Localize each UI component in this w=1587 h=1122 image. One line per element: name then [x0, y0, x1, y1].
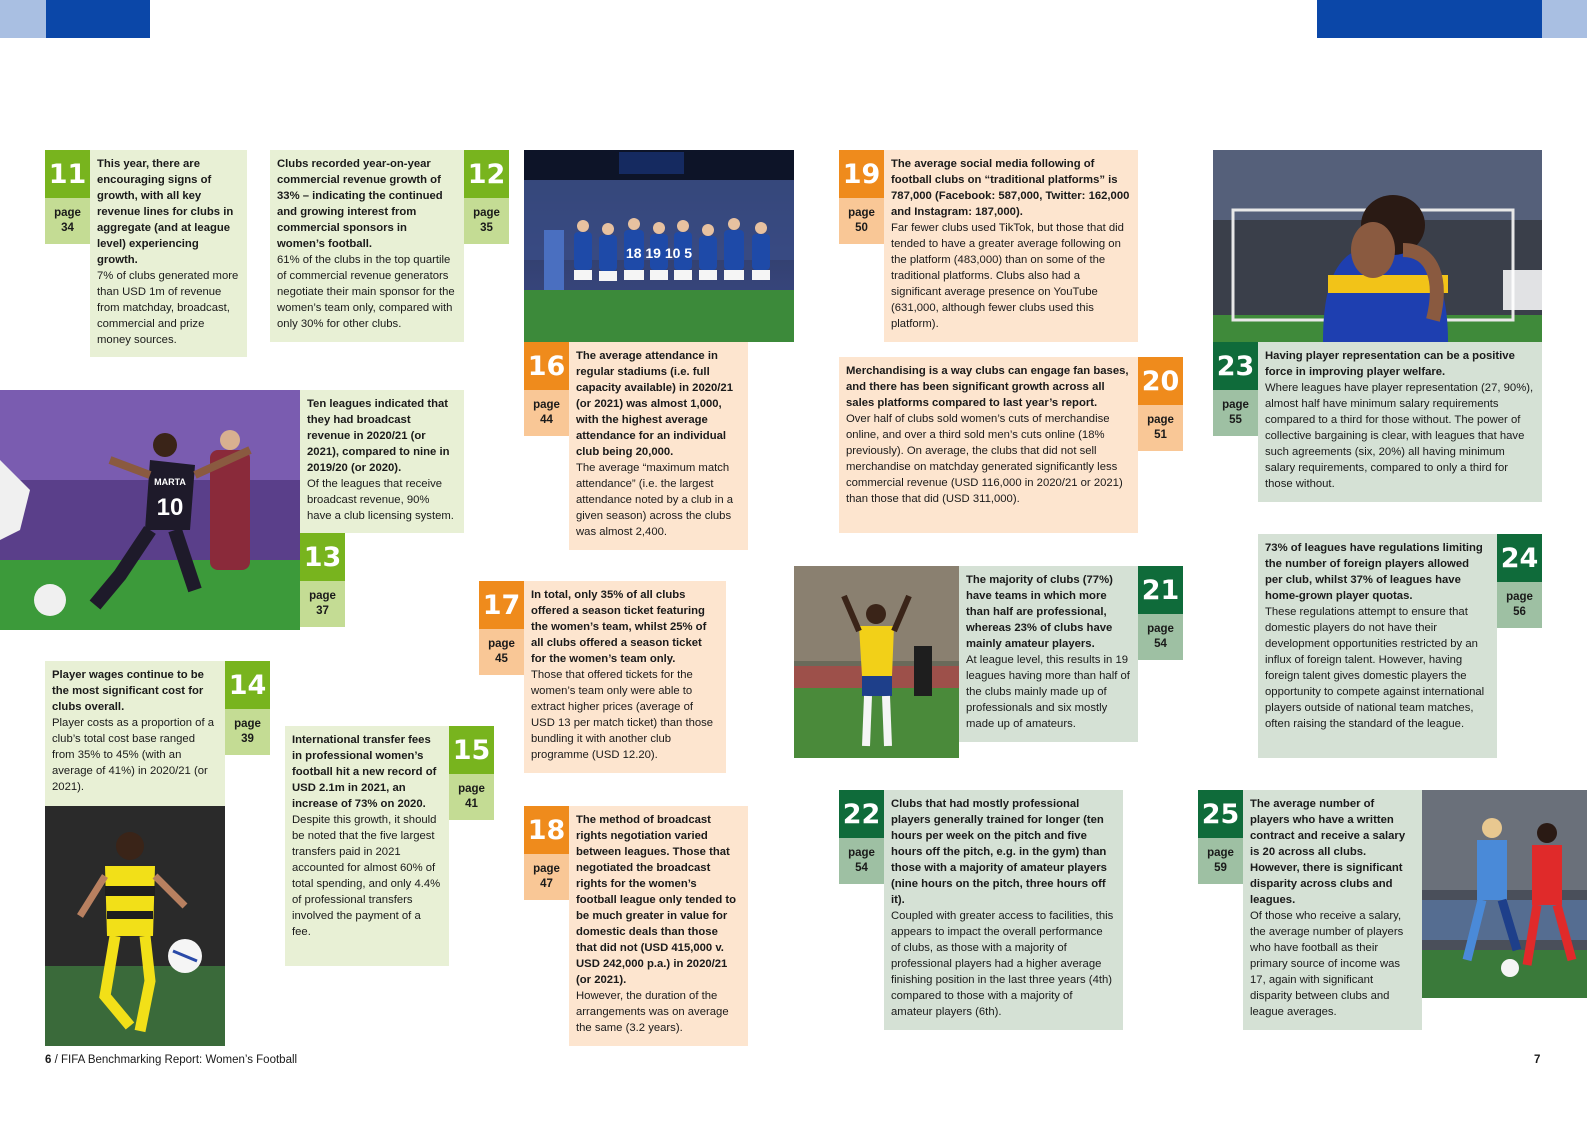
fact-card	[300, 390, 464, 533]
fact-body: Far fewer clubs used TikTok, but those that did tended to have a greater average following on the platform (483,000) than on some of the traditional platforms. Clubs also had a significant average presence on YouTube (631,000, although fewer clubs used this platform).	[891, 222, 1124, 330]
fact-number: 22	[839, 790, 884, 838]
fact-headline: Merchandising is a way clubs can engage fan bases, and there has been significant growth across all sales platforms compared to last year’s report.	[846, 365, 1129, 409]
fact-number: 14	[225, 661, 270, 709]
page-ref[interactable]	[45, 198, 90, 244]
photo-team-celebration-image	[524, 150, 794, 342]
page-ref[interactable]	[225, 709, 270, 755]
shirt-numbers: 18 19 10 5	[625, 245, 693, 261]
page-label: page	[533, 863, 560, 875]
page-ref[interactable]	[524, 390, 569, 436]
photo-match-action	[1422, 790, 1587, 998]
page-number: 34	[61, 222, 74, 234]
shirt-name: MARTA	[154, 477, 186, 487]
fact-headline: The average number of players who have a written contract and receive a salary is 20 across all clubs. However, there is significant disparity across clubs and leagues.	[1250, 798, 1406, 906]
fact-body: Those that offered tickets for the women’s team only were able to extract higher prices (average of USD 13 per match ticket) than those bundling it with another club programme (USD 12.20).	[531, 669, 714, 761]
fact-headline: The majority of clubs (77%) have teams in which more than half are professional, whereas 23% of clubs have mainly amateur players.	[966, 574, 1113, 650]
page-number: 54	[855, 862, 868, 874]
fact-body: Coupled with greater access to facilities, this appears to impact the overall performance of clubs, as those with a majority of professional players had a higher average finishing position in the last three years (4th) compared to those with a majority of amateur players (6th).	[891, 910, 1114, 1018]
photo-player-celebrating-image	[794, 566, 959, 758]
fact-headline: Ten leagues indicated that they had broadcast revenue in 2020/21 (or 2021), compared to nine in 2019/20 (or 2020).	[307, 398, 450, 474]
page-number: 50	[855, 222, 868, 234]
page-ref[interactable]	[1198, 838, 1243, 884]
fact-body: However, the duration of the arrangements was on average the same (3.2 years).	[576, 990, 729, 1034]
fact-body: Of those who receive a salary, the average number of players who have football as their primary source of income was 17, again with significant disparity between clubs and league averages.	[1250, 910, 1404, 1018]
fact-number: 19	[839, 150, 884, 198]
photo-player-celebrating	[794, 566, 959, 758]
fact-card	[1243, 790, 1422, 1030]
page-label: page	[1222, 399, 1249, 411]
fact-number: 20	[1138, 357, 1183, 405]
page-label: page	[533, 399, 560, 411]
page-label: page	[1147, 623, 1174, 635]
page-ref[interactable]	[839, 838, 884, 884]
page-label: page	[309, 590, 336, 602]
fact-card	[285, 726, 449, 966]
page-label: page	[848, 207, 875, 219]
fact-card	[884, 150, 1138, 342]
page-number: 45	[495, 653, 508, 665]
page-ref[interactable]	[449, 774, 494, 820]
fact-number: 18	[524, 806, 569, 854]
page-number: 55	[1229, 414, 1242, 426]
fact-card	[884, 790, 1123, 1030]
fact-card	[569, 342, 748, 550]
fact-number: 17	[479, 581, 524, 629]
footer-page-number-left: 6	[45, 1054, 52, 1066]
fact-headline: Clubs recorded year-on-year commercial revenue growth of 33% – indicating the continued and growing interest from commercial sponsors in women’s football.	[277, 158, 443, 250]
fact-body: Despite this growth, it should be noted that the five largest transfers paid in 2021 accounted for almost 60% of total spending, and only 4.4% of professional transfers involved the payment of a fee.	[292, 814, 441, 938]
photo-player-kicking	[0, 390, 300, 630]
photo-players-hugging	[1213, 150, 1542, 342]
footer-separator: /	[51, 1054, 61, 1066]
fact-number: 25	[1198, 790, 1243, 838]
page-number: 51	[1154, 429, 1167, 441]
page-label: page	[1147, 414, 1174, 426]
page-number: 37	[316, 605, 329, 617]
fact-number: 11	[45, 150, 90, 198]
fact-body: Over half of clubs sold women’s cuts of merchandise online, and over a third sold men’s cuts online (18% previously). On average, the clubs that did not sell merchandise on matchday generated significantly less commercial revenue (USD 116,000 in 2020/21 or 2021) than those that did (USD 311,000).	[846, 413, 1123, 505]
fact-headline: The average attendance in regular stadiums (i.e. full capacity available) in 2020/21 (or 2021) was almost 1,000, with the highest average attendance for an individual club being 20,000.	[576, 350, 733, 458]
page-label: page	[488, 638, 515, 650]
header-bar-light-right	[1542, 0, 1587, 38]
fact-number: 13	[300, 533, 345, 581]
fact-number: 16	[524, 342, 569, 390]
fact-body: Where leagues have player representation (27, 90%), almost half have minimum salary requirements compared to a third for those without. The power of collective bargaining is clear, with leagues that have such agreements (six, 20%) all having minimum salary requirements, compared to only a third for those without.	[1265, 382, 1534, 490]
footer-report-title: FIFA Benchmarking Report: Women’s Football	[61, 1054, 298, 1066]
photo-match-action-image	[1422, 790, 1587, 998]
fact-card	[839, 357, 1138, 533]
page-number: 35	[480, 222, 493, 234]
fact-card	[270, 150, 464, 342]
page-number: 41	[465, 798, 478, 810]
page-ref[interactable]	[839, 198, 884, 244]
fact-headline: The method of broadcast rights negotiation varied between leagues. Those that negotiated the broadcast rights for the women’s football league only tended to be much greater in value for domestic deals than those that did not (USD 415,000 v. USD 242,000 p.a.) in 2020/21 (or 2021).	[576, 814, 737, 986]
footer-left	[45, 1054, 297, 1066]
fact-card	[959, 566, 1138, 742]
fact-headline: In total, only 35% of all clubs offered a season ticket featuring the women’s team, whilst 25% of all clubs offered a season ticket for the women’s team only.	[531, 589, 707, 665]
page-label: page	[458, 783, 485, 795]
fact-number: 23	[1213, 342, 1258, 390]
fact-headline: This year, there are encouraging signs of growth, with all key revenue lines for clubs in aggregate (and at league level) experiencing growth.	[97, 158, 234, 266]
fact-headline: International transfer fees in professional women’s football hit a new record of USD 2.1m in 2021, an increase of 73% on 2020.	[292, 734, 437, 810]
fact-card	[1258, 534, 1497, 758]
page-label: page	[54, 207, 81, 219]
page-ref[interactable]	[1138, 405, 1183, 451]
fact-headline: 73% of leagues have regulations limiting the number of foreign players allowed per club, whilst 37% of leagues have home-grown player quotas.	[1265, 542, 1483, 602]
photo-team-celebration	[524, 150, 794, 342]
page-label: page	[1207, 847, 1234, 859]
fact-headline: The average social media following of football clubs on “traditional platforms” is 787,000 (Facebook: 587,000, Twitter: 162,000 and Instagram: 187,000).	[891, 158, 1130, 218]
page-ref[interactable]	[524, 854, 569, 900]
page-label: page	[848, 847, 875, 859]
page-ref[interactable]	[1213, 390, 1258, 436]
fact-card	[90, 150, 247, 357]
fact-card	[524, 581, 726, 773]
photo-player-dribbling-image	[45, 806, 225, 1046]
photo-player-kicking-image	[0, 390, 300, 630]
page-ref[interactable]	[300, 581, 345, 627]
page-ref[interactable]	[464, 198, 509, 244]
fact-card	[45, 661, 225, 806]
photo-players-hugging-image	[1213, 150, 1542, 342]
footer-page-number-right: 7	[1534, 1054, 1541, 1066]
fact-body: 61% of the clubs in the top quartile of commercial revenue generators negotiate their main sponsor for the women’s team only, compared with only 30% for other clubs.	[277, 254, 455, 330]
fact-body: These regulations attempt to ensure that domestic players do not have their development opportunities restricted by an influx of foreign talent. However, having foreign talent gives domestic players the opportunity to compete against international players outside of national team matches, often raising the standard of the league.	[1265, 606, 1485, 730]
fact-number: 15	[449, 726, 494, 774]
page-number: 44	[540, 414, 553, 426]
shirt-number: 10	[156, 494, 184, 521]
fact-body: Of the leagues that receive broadcast revenue, 90% have a club licensing system.	[307, 478, 454, 522]
page-number: 54	[1154, 638, 1167, 650]
fact-number: 21	[1138, 566, 1183, 614]
fact-body: 7% of clubs generated more than USD 1m of revenue from matchday, broadcast, commercial and prize money sources.	[97, 270, 239, 346]
page-label: page	[1506, 591, 1533, 603]
page-number: 59	[1214, 862, 1227, 874]
page-number: 39	[241, 733, 254, 745]
header-bar-dark-right	[1317, 0, 1542, 38]
page-number: 47	[540, 878, 553, 890]
fact-card	[569, 806, 748, 1046]
fact-number: 12	[464, 150, 509, 198]
fact-headline: Player wages continue to be the most significant cost for clubs overall.	[52, 669, 204, 713]
fact-body: At league level, this results in 19 leagues having more than half of the clubs mainly made up of professionals and six mostly made up of amateurs.	[966, 654, 1130, 730]
page-ref[interactable]	[1138, 614, 1183, 660]
page-ref[interactable]	[1497, 582, 1542, 628]
page-label: page	[473, 207, 500, 219]
fact-body: The average “maximum match attendance” (i.e. the largest attendance noted by a club in a given season) across the clubs was almost 2,400.	[576, 462, 734, 538]
page-ref[interactable]	[479, 629, 524, 675]
photo-player-dribbling	[45, 806, 225, 1046]
page-number: 56	[1513, 606, 1526, 618]
fact-number: 24	[1497, 534, 1542, 582]
fact-headline: Clubs that had mostly professional players generally trained for longer (ten hours per week on the pitch and five hours off the pitch, e.g. in the gym) than those with a majority of amateur players (nine hours on the pitch, three hours off it).	[891, 798, 1107, 906]
fact-headline: Having player representation can be a positive force in improving player welfare.	[1265, 350, 1515, 378]
page-label: page	[234, 718, 261, 730]
header-bar-light-left	[0, 0, 46, 38]
fact-card	[1258, 342, 1542, 502]
header-bar-dark-left	[46, 0, 150, 38]
fact-body: Player costs as a proportion of a club’s total cost base ranged from 35% to 45% (with an average of 41%) in 2020/21 (or 2021).	[52, 717, 215, 793]
